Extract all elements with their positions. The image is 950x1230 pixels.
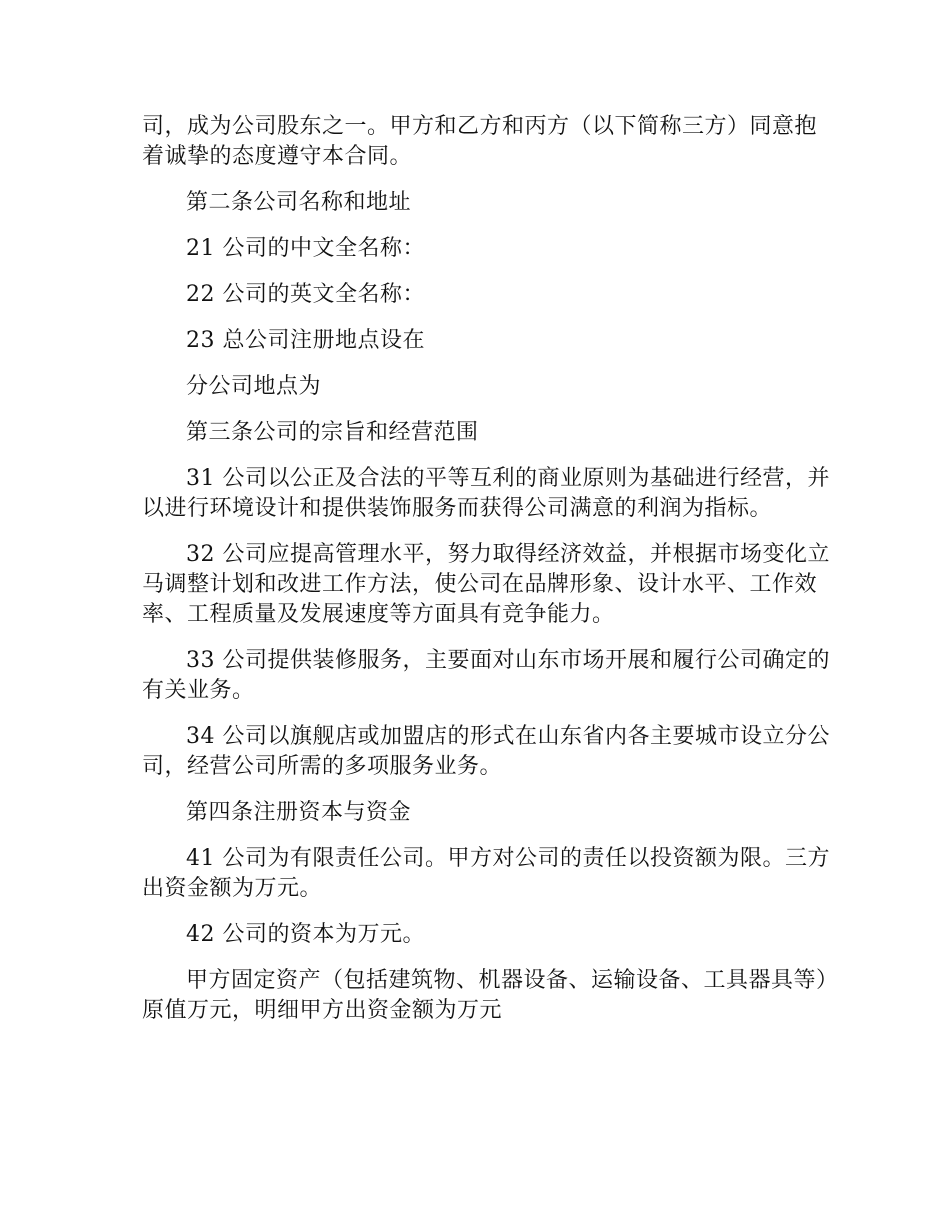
document-page — [142, 112, 830, 1042]
clause-4-2: 42 公司的资本为万元。 — [186, 922, 425, 947]
fixed-assets-paragraph: 甲方固定资产（包括建筑物、机器设备、运输设备、工具器具等）原值万元，明细甲方出资金额为万元 — [142, 968, 828, 1023]
clause-2-1: 21 公司的中文全名称： — [186, 236, 425, 261]
clause-3-2: 32 公司应提高管理水平，努力取得经济效益，并根据市场变化立马调整计划和改进工作方法，使公司在品牌形象、设计水平、工作效率、工程质量及发展速度等方面具有竞争能力。 — [142, 542, 830, 627]
clause-3-3: 33 公司提供装修服务，主要面对山东市场开展和履行公司确定的有关业务。 — [142, 648, 830, 703]
clause-2-2: 22 公司的英文全名称： — [186, 282, 425, 307]
clause-3-4: 34 公司以旗舰店或加盟店的形式在山东省内各主要城市设立分公司，经营公司所需的多项服务业务。 — [142, 724, 830, 779]
article-3-heading: 第三条公司的宗旨和经营范围 — [186, 420, 479, 445]
article-2-heading: 第二条公司名称和地址 — [186, 190, 412, 215]
branch-location: 分公司地点为 — [186, 374, 322, 399]
article-4-heading: 第四条注册资本与资金 — [186, 800, 412, 825]
clause-2-3: 23 总公司注册地点设在 — [186, 328, 425, 353]
paragraph-continuation: 司，成为公司股东之一。甲方和乙方和丙方（以下简称三方）同意抱着诚挚的态度遵守本合同。 — [142, 114, 818, 169]
clause-4-1: 41 公司为有限责任公司。甲方对公司的责任以投资额为限。三方出资金额为万元。 — [142, 846, 830, 901]
clause-3-1: 31 公司以公正及合法的平等互利的商业原则为基础进行经营，并以进行环境设计和提供装饰服务而获得公司满意的利润为指标。 — [142, 466, 830, 521]
